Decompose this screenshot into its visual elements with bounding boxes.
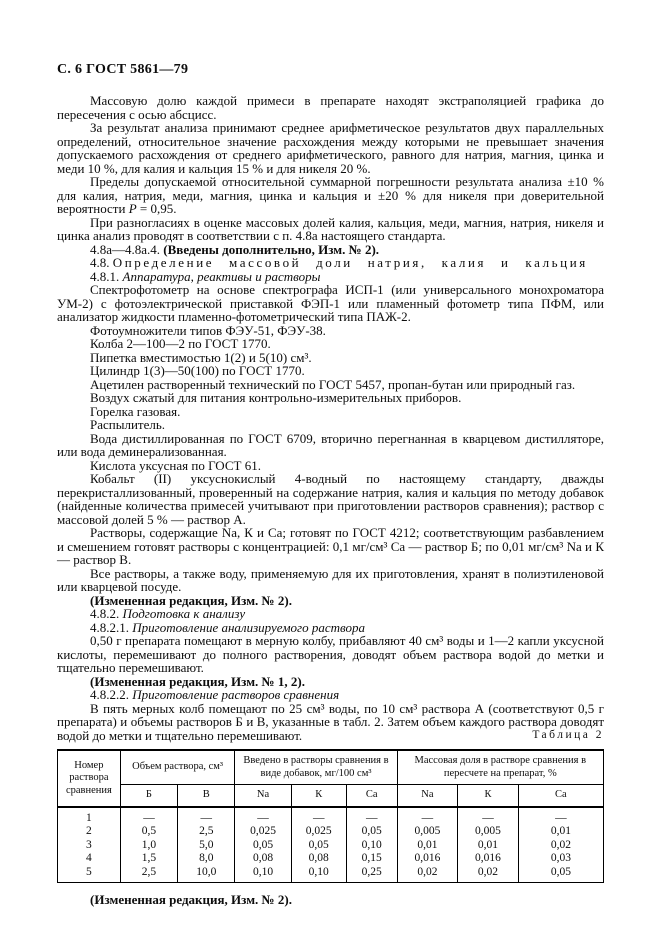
column-subheader: Na bbox=[397, 785, 458, 807]
text-run: Аппаратура, реактивы и растворы bbox=[122, 268, 321, 284]
table-cell: 0,01 bbox=[458, 839, 519, 853]
table-cell: 0,5 bbox=[120, 825, 177, 839]
table-cell: 0,01 bbox=[518, 825, 603, 839]
text-run: Распылитель. bbox=[90, 417, 166, 432]
text-run: Р bbox=[128, 201, 137, 216]
section-heading bbox=[57, 256, 604, 270]
paragraph bbox=[57, 283, 604, 324]
column-subheader: В bbox=[178, 785, 235, 807]
subsection-heading bbox=[57, 688, 604, 702]
column-group-header: Массовая доля в растворе сравнения в пересчете на препарат, % bbox=[397, 750, 603, 785]
text-run: Воздух сжатый для питания контрольно-измерительных приборов. bbox=[90, 390, 462, 405]
table-cell: 0,05 bbox=[291, 839, 346, 853]
table-header-row-groups bbox=[58, 750, 604, 785]
paragraph bbox=[57, 121, 604, 175]
table-row bbox=[58, 852, 604, 866]
table-cell: 0,005 bbox=[458, 825, 519, 839]
table-cell: 0,15 bbox=[346, 852, 397, 866]
text-run: Ацетилен растворенный технический по ГОСТ 5457, пропан-бутан или природный газ. bbox=[90, 376, 576, 392]
paragraph bbox=[57, 94, 604, 121]
table-cell: 3 bbox=[58, 839, 121, 853]
table-cell: 0,03 bbox=[518, 852, 603, 866]
table-cell: 0,02 bbox=[458, 866, 519, 883]
text-run: Кислота уксусная по ГОСТ 61. bbox=[90, 457, 261, 473]
table-cell: — bbox=[518, 807, 603, 826]
text-run: 4.8.2.1. bbox=[90, 619, 133, 635]
text-run: (Введены дополнительно, Изм. № 2). bbox=[163, 241, 380, 257]
paragraph bbox=[57, 351, 604, 365]
amendment-note bbox=[57, 893, 604, 907]
text-run: Приготовление анализируемого раствора bbox=[132, 619, 365, 635]
table-section bbox=[57, 749, 604, 883]
table-cell: 0,005 bbox=[397, 825, 458, 839]
table-cell: 0,10 bbox=[235, 866, 291, 883]
table-caption: Таблица 2 bbox=[532, 728, 604, 741]
table-row bbox=[58, 807, 604, 826]
table-cell: 1,0 bbox=[120, 839, 177, 853]
text-run: Цилиндр 1(3)—50(100) по ГОСТ 1770. bbox=[90, 363, 305, 378]
text-run: Пипетка вместимостью 1(2) и 5(10) см³. bbox=[90, 349, 312, 365]
text-run: Спектрофотометр на основе спектрографа ИСП-1 (или универсального монохроматора УМ-2) с фотоэлектрической приставкой ФЭП-1 или пламенный фотометр типа ПФМ, или анализатор жидкости пламенно-фотометрический типа ПАЖ-2. bbox=[57, 282, 604, 324]
text-run: За результат анализа принимают среднее арифметическое результатов двух параллельных определений, относительное значение расхождения между которыми не превышает значения допускаемого расхождения от среднего арифметического, равного для натрия, магния, цинка и меди 10 %, для калия и кальция 15 % и для никеля 20 %. bbox=[57, 120, 604, 176]
text-run: Вода дистиллированная по ГОСТ 6709, вторично перегнанная в кварцевом дистилляторе, или вода деминерализованная. bbox=[57, 430, 604, 459]
table-cell: 0,08 bbox=[235, 852, 291, 866]
text-run: 0,50 г препарата помещают в мерную колбу, прибавляют 40 см³ воды и 1—2 капли уксусной кислоты, перемешивают до полного растворения, доводят объем раствора водой до метки и тщательно перемешивают. bbox=[57, 633, 604, 675]
table-row bbox=[58, 825, 604, 839]
text-run: Массовую долю каждой примеси в препарате находят экстраполяцией графика до пересечения с осью абсцисс. bbox=[57, 93, 604, 122]
comparison-solutions-table bbox=[57, 749, 604, 883]
column-group-header: Объем раствора, см³ bbox=[120, 750, 235, 785]
text-run: Определение массовой доли натрия, калия и кальция bbox=[112, 255, 588, 270]
paragraph bbox=[57, 432, 604, 459]
page-header: С. 6 ГОСТ 5861—79 bbox=[57, 62, 189, 77]
text-run: Горелка газовая. bbox=[90, 403, 181, 419]
column-header: Номер раствора сравнения bbox=[58, 750, 121, 807]
table-cell: — bbox=[120, 807, 177, 826]
paragraph bbox=[57, 418, 604, 432]
amendment-note bbox=[57, 243, 604, 257]
table-cell: 10,0 bbox=[178, 866, 235, 883]
subsection-heading bbox=[57, 607, 604, 621]
text-run: Все растворы, а также воду, применяемую для их приготовления, хранят в полиэтиленовой или кварцевой посуде. bbox=[57, 565, 604, 594]
text-run: Подготовка к анализу bbox=[122, 606, 246, 621]
paragraph bbox=[57, 364, 604, 378]
column-subheader: Na bbox=[235, 785, 291, 807]
table-cell: 2 bbox=[58, 825, 121, 839]
paragraph bbox=[57, 459, 604, 473]
column-group-header: Введено в растворы сравнения в виде добавок, мг/100 см³ bbox=[235, 750, 397, 785]
paragraph bbox=[57, 702, 604, 743]
paragraph bbox=[57, 337, 604, 351]
table-cell: 0,10 bbox=[291, 866, 346, 883]
table-cell: 4 bbox=[58, 852, 121, 866]
table-cell: — bbox=[235, 807, 291, 826]
text-run: Фотоумножители типов ФЭУ-51, ФЭУ-38. bbox=[90, 322, 326, 338]
paragraph bbox=[57, 324, 604, 338]
text-run: = 0,95. bbox=[136, 201, 177, 216]
document-body bbox=[57, 94, 604, 742]
column-subheader: Б bbox=[120, 785, 177, 807]
amendment-note bbox=[57, 675, 604, 689]
paragraph bbox=[57, 175, 604, 216]
table-cell: — bbox=[178, 807, 235, 826]
table-cell: 0,08 bbox=[291, 852, 346, 866]
table-cell: 0,05 bbox=[235, 839, 291, 853]
paragraph bbox=[57, 472, 604, 526]
text-run: 4.8а—4.8а.4. bbox=[90, 241, 164, 257]
text-run: 4.8. bbox=[90, 255, 113, 270]
amendment-note bbox=[57, 594, 604, 608]
table-cell: 5 bbox=[58, 866, 121, 883]
text-run: 4.8.1. bbox=[90, 268, 123, 284]
table-cell: 0,05 bbox=[518, 866, 603, 883]
table-cell: 8,0 bbox=[178, 852, 235, 866]
table-cell: — bbox=[291, 807, 346, 826]
text-run: При разногласиях в оценке массовых долей калия, кальция, меди, магния, натрия, никеля и цинка анализ проводят в соответствии с п. 4.8а настоящего стандарта. bbox=[57, 214, 604, 243]
paragraph bbox=[57, 391, 604, 405]
paragraph bbox=[57, 526, 604, 567]
paragraph bbox=[57, 634, 604, 675]
table-cell: 0,01 bbox=[397, 839, 458, 853]
table-row bbox=[58, 839, 604, 853]
column-subheader: К bbox=[458, 785, 519, 807]
column-subheader: К bbox=[291, 785, 346, 807]
paragraph bbox=[57, 216, 604, 243]
paragraph bbox=[57, 378, 604, 392]
table-cell: 1,5 bbox=[120, 852, 177, 866]
paragraph bbox=[57, 567, 604, 594]
table-cell: 1 bbox=[58, 807, 121, 826]
table-header-row-subcolumns bbox=[58, 785, 604, 807]
table-cell: 0,05 bbox=[346, 825, 397, 839]
table-cell: — bbox=[397, 807, 458, 826]
text-run: Приготовление растворов сравнения bbox=[132, 687, 340, 702]
table-cell: 0,10 bbox=[346, 839, 397, 853]
text-run: (Измененная редакция, Изм. № 1, 2). bbox=[90, 673, 305, 689]
column-subheader: Са bbox=[346, 785, 397, 807]
text-run: Пределы допускаемой относительной суммарной погрешности результата анализа ±10 % для калия, натрия, меди, магния, цинка и кальция и ±20 % для никеля при доверительной вероятности bbox=[57, 174, 604, 216]
table-cell: 5,0 bbox=[178, 839, 235, 853]
table-cell: 2,5 bbox=[178, 825, 235, 839]
text-run: (Измененная редакция, Изм. № 2). bbox=[90, 592, 292, 608]
subsection-heading bbox=[57, 621, 604, 635]
table-cell: — bbox=[346, 807, 397, 826]
text-run: В пять мерных колб помещают по 25 см³ воды, по 10 см³ раствора А (соответствуют 0,5 г препарата) и объемы растворов Б и В, указанные в табл. 2. Затем объем каждого раствора доводят водой до метки и тщательно перемешивают. bbox=[57, 700, 604, 743]
table-cell: 0,016 bbox=[397, 852, 458, 866]
column-subheader: Са bbox=[518, 785, 603, 807]
table-cell: 0,25 bbox=[346, 866, 397, 883]
paragraph bbox=[57, 405, 604, 419]
text-run: 4.8.2.2. bbox=[90, 687, 133, 702]
text-run: Кобальт (II) уксуснокислый 4-водный по настоящему стандарту, дважды перекристаллизованный, проверенный на содержание натрия, калия и кальция по методу добавок (найденные количества примесей учитывают при приготовлении растворов сравнения); раствор с массовой долей 5 % — раствор А. bbox=[57, 471, 604, 527]
table-cell: — bbox=[458, 807, 519, 826]
subsection-heading bbox=[57, 270, 604, 284]
text-run: Растворы, содержащие Na, К и Са; готовят по ГОСТ 4212; соответствующим разбавлением и смешением готовят растворы с концентрацией: 0,1 мг/см³ Са — раствор Б; по 0,01 мг/см³ Na и К — раствор В. bbox=[57, 525, 604, 567]
table-cell: 0,02 bbox=[397, 866, 458, 883]
text-run: Колба 2—100—2 по ГОСТ 1770. bbox=[90, 336, 271, 351]
after-table-notes bbox=[57, 893, 604, 907]
text-run: 4.8.2. bbox=[90, 606, 123, 621]
table-cell: 0,025 bbox=[291, 825, 346, 839]
table-cell: 0,025 bbox=[235, 825, 291, 839]
table-cell: 2,5 bbox=[120, 866, 177, 883]
table-row bbox=[58, 866, 604, 883]
table-cell: 0,016 bbox=[458, 852, 519, 866]
text-run: (Измененная редакция, Изм. № 2). bbox=[90, 892, 292, 907]
table-cell: 0,02 bbox=[518, 839, 603, 853]
